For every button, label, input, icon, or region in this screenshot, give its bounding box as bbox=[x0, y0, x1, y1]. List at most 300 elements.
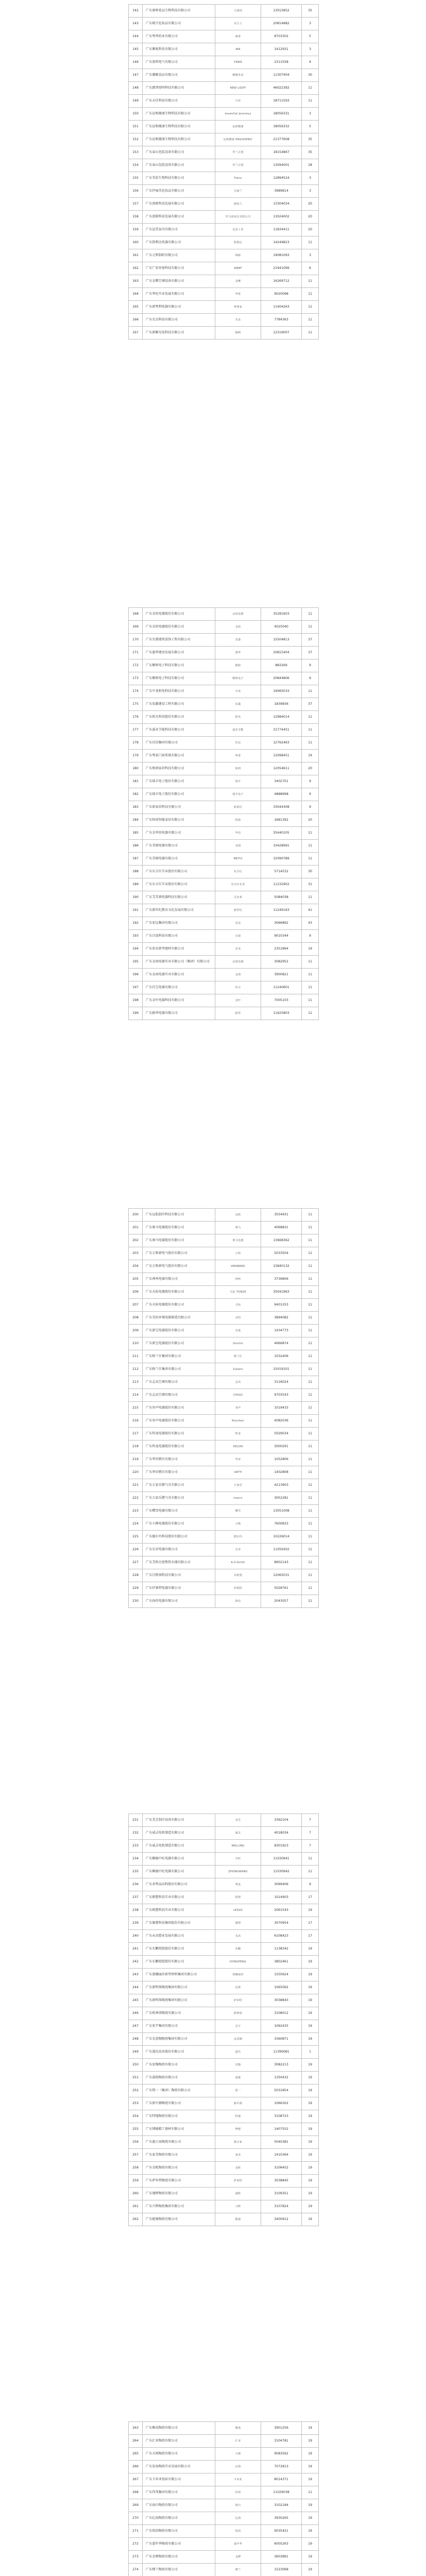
brand-mark bbox=[215, 750, 261, 762]
registration-number: 3106452 bbox=[261, 2162, 302, 2175]
brand-mark bbox=[215, 1943, 261, 1956]
brand-logo: 楼兰 bbox=[235, 2568, 241, 2571]
company-name: 广东海川陶瓷有限公司 bbox=[143, 2499, 215, 2512]
brand-logo: Donlim bbox=[233, 1342, 243, 1345]
brand-mark bbox=[215, 711, 261, 724]
company-name: 广东海信电器有限公司 bbox=[143, 1595, 215, 1608]
brand-mark bbox=[215, 1440, 261, 1453]
company-name: 广东楼兰陶瓷有限公司 bbox=[143, 2564, 215, 2576]
table-row bbox=[129, 1389, 319, 1402]
table-row bbox=[129, 172, 319, 185]
class-number: 5 bbox=[302, 30, 319, 43]
registration-number: 3400912 bbox=[261, 2213, 302, 2226]
row-number: 207 bbox=[129, 1299, 143, 1312]
class-number: 11 bbox=[302, 608, 319, 621]
row-number: 241 bbox=[129, 1943, 143, 1956]
row-number: 182 bbox=[129, 788, 143, 801]
registration-number: 12762463 bbox=[261, 737, 302, 750]
brand-logo: 道氏 bbox=[235, 2050, 241, 2054]
table-row bbox=[129, 788, 319, 801]
registration-number: 11834411 bbox=[261, 224, 302, 236]
company-name: 广东小熊电器股份有限公司 bbox=[143, 1518, 215, 1531]
table-row bbox=[129, 211, 319, 224]
table-row bbox=[129, 2007, 319, 2020]
class-number: 19 bbox=[302, 750, 319, 762]
class-number: 11 bbox=[302, 1402, 319, 1415]
brand-logo: 美的 bbox=[235, 1316, 241, 1319]
company-name: 广东伟邦集团有限公司 bbox=[143, 2486, 215, 2499]
table-row bbox=[129, 659, 319, 672]
company-name: 广东省粤晶高科股份有限公司 bbox=[143, 1878, 215, 1891]
class-number: 9 bbox=[302, 1878, 319, 1891]
brand-logo: 万和 bbox=[235, 1252, 241, 1255]
class-number: 11 bbox=[302, 827, 319, 840]
brand-logo: 柏诺 bbox=[235, 819, 241, 822]
class-number: 19 bbox=[302, 2422, 319, 2435]
company-name: 广东金铂电器股份有限公司 bbox=[143, 608, 215, 621]
row-number: 166 bbox=[129, 314, 143, 327]
brand-mark bbox=[215, 801, 261, 814]
class-number: 3 bbox=[302, 18, 319, 30]
brand-logo: A.O.Smith bbox=[231, 1561, 245, 1564]
brand-logo: 罗兰古堡 bbox=[232, 164, 244, 167]
company-name: 广东佳信集团有限公司 bbox=[143, 737, 215, 750]
row-number: 198 bbox=[129, 994, 143, 1007]
table-row bbox=[129, 1853, 319, 1866]
brand-logo: 佳信 bbox=[235, 741, 241, 744]
row-number: 188 bbox=[129, 866, 143, 878]
registry-table-4 bbox=[128, 1814, 319, 2226]
row-number: 267 bbox=[129, 2473, 143, 2486]
brand-logo: 简一 bbox=[235, 2089, 241, 2092]
row-number: 161 bbox=[129, 249, 143, 262]
table-row bbox=[129, 956, 319, 969]
company-name: 广东振华电器有限公司 bbox=[143, 1007, 215, 1020]
row-number: 216 bbox=[129, 1415, 143, 1428]
row-number: 191 bbox=[129, 904, 143, 917]
class-number: 19 bbox=[302, 2188, 319, 2200]
row-number: 185 bbox=[129, 827, 143, 840]
table-row bbox=[129, 891, 319, 904]
class-number: 19 bbox=[302, 2097, 319, 2110]
company-name: 广东新泰信科技有限公司 bbox=[143, 801, 215, 814]
table-row bbox=[129, 801, 319, 814]
registration-number: 1410364 bbox=[261, 2149, 302, 2162]
brand-mark bbox=[215, 2213, 261, 2226]
registration-number: 8703302 bbox=[261, 30, 302, 43]
table-row bbox=[129, 1466, 319, 1479]
brand-logo: 能强 bbox=[235, 2218, 241, 2221]
brand-logo: 罗兰古堡 bbox=[232, 151, 244, 154]
registration-number: 11029038 bbox=[261, 2486, 302, 2499]
row-number: 206 bbox=[129, 1286, 143, 1299]
table-row bbox=[129, 878, 319, 891]
registration-number: 1681392 bbox=[261, 814, 302, 827]
table-row bbox=[129, 159, 319, 172]
registration-number: 12894524 bbox=[261, 172, 302, 185]
brand-mark bbox=[215, 1866, 261, 1878]
company-name: 广东金海电器实业有限公司（集团）有限公司 bbox=[143, 956, 215, 969]
brand-mark bbox=[215, 762, 261, 775]
class-number: 20 bbox=[302, 211, 319, 224]
brand-logo: ANI bbox=[235, 48, 241, 51]
company-name: 广东佳宝电器有限公司 bbox=[143, 981, 215, 994]
brand-mark bbox=[215, 698, 261, 711]
class-number: 11 bbox=[302, 685, 319, 698]
registration-number: 6108423 bbox=[261, 1930, 302, 1943]
table-row bbox=[129, 1286, 319, 1299]
company-name: 广东粤华药业有限公司 bbox=[143, 30, 215, 43]
registration-number: 9010344 bbox=[261, 930, 302, 943]
brand-mark bbox=[215, 1505, 261, 1518]
company-name: 广东能强陶瓷有限公司 bbox=[143, 2213, 215, 2226]
registration-number: 6005263 bbox=[261, 2538, 302, 2551]
company-name: 广东顺和电子科技有限公司 bbox=[143, 659, 215, 672]
table-row bbox=[129, 724, 319, 737]
class-number: 11 bbox=[302, 1866, 319, 1878]
company-name: 广东朗普照明科技有限公司 bbox=[143, 82, 215, 95]
company-name: 广东瑞丰电子股份有限公司 bbox=[143, 775, 215, 788]
table-row bbox=[129, 1273, 319, 1286]
table-row bbox=[129, 1878, 319, 1891]
registration-number: 11059302 bbox=[261, 1544, 302, 1556]
brand-mark bbox=[215, 1544, 261, 1556]
company-name: 广东美芝制冷设备有限公司 bbox=[143, 1814, 215, 1827]
row-number: 168 bbox=[129, 608, 143, 621]
brand-mark bbox=[215, 1350, 261, 1363]
registration-number: 4025040 bbox=[261, 621, 302, 634]
row-number: 210 bbox=[129, 1337, 143, 1350]
brand-logo: 美芝 bbox=[235, 1819, 241, 1822]
class-number: 11 bbox=[302, 1286, 319, 1299]
registration-number: 15840132 bbox=[261, 1260, 302, 1273]
row-number: 204 bbox=[129, 1260, 143, 1273]
brand-mark bbox=[215, 1234, 261, 1247]
registration-number: 11240601 bbox=[261, 981, 302, 994]
brand-mark bbox=[215, 969, 261, 981]
class-number: 18 bbox=[302, 159, 319, 172]
brand-logo: 佳宝 bbox=[235, 986, 241, 989]
row-number: 147 bbox=[129, 69, 143, 82]
registration-number: 3392104 bbox=[261, 1814, 302, 1827]
registration-number: 12984014 bbox=[261, 711, 302, 724]
brand-logo: 中旺 bbox=[235, 1857, 241, 1860]
brand-logo: 海川 bbox=[235, 2504, 241, 2507]
registration-number: 3038845 bbox=[261, 2175, 302, 2188]
row-number: 148 bbox=[129, 82, 143, 95]
brand-logo: 嘉业节能 bbox=[232, 728, 244, 732]
class-number: 19 bbox=[302, 2435, 319, 2448]
registration-number: 20844806 bbox=[261, 672, 302, 685]
row-number: 192 bbox=[129, 917, 143, 930]
brand-logo: 宏鑫 bbox=[235, 703, 241, 706]
row-number: 251 bbox=[129, 2072, 143, 2084]
company-name: 广东广宏环保科技有限公司 bbox=[143, 262, 215, 275]
brand-logo: 颖利 bbox=[235, 331, 241, 334]
company-name: 广东惠华建设发展有限公司 bbox=[143, 647, 215, 659]
row-number: 249 bbox=[129, 2046, 143, 2059]
company-name: 广东美的环境电器制造有限公司 bbox=[143, 1312, 215, 1325]
registration-number: 1407552 bbox=[261, 2123, 302, 2136]
class-number: 11 bbox=[302, 1209, 319, 1222]
brand-logo: 美图 bbox=[235, 844, 241, 848]
class-number: 19 bbox=[302, 2564, 319, 2576]
brand-logo: 永高 bbox=[235, 1935, 241, 1938]
table-row bbox=[129, 1582, 319, 1595]
class-number: 11 bbox=[302, 1337, 319, 1350]
row-number: 195 bbox=[129, 956, 143, 969]
row-number: 235 bbox=[129, 1866, 143, 1878]
brand-logo: 顺和电子 bbox=[232, 677, 244, 680]
row-number: 269 bbox=[129, 2499, 143, 2512]
company-name: 广东伊莱特电器有限公司 bbox=[143, 1582, 215, 1595]
table-row bbox=[129, 1247, 319, 1260]
brand-logo: 奥马电器 bbox=[232, 1239, 244, 1242]
row-number: 167 bbox=[129, 327, 143, 340]
brand-mark bbox=[215, 2110, 261, 2123]
company-name: 广东光良科技有限公司 bbox=[143, 314, 215, 327]
class-number: 11 bbox=[302, 1453, 319, 1466]
class-number: 9 bbox=[302, 788, 319, 801]
row-number: 262 bbox=[129, 2213, 143, 2226]
row-number: 181 bbox=[129, 775, 143, 788]
brand-logo: 汇亚 bbox=[235, 2439, 241, 2443]
row-number: 209 bbox=[129, 1325, 143, 1337]
class-number: 11 bbox=[302, 981, 319, 994]
table-row bbox=[129, 1518, 319, 1531]
brand-mark bbox=[215, 685, 261, 698]
brand-logo: NEW LIGHT bbox=[230, 87, 246, 90]
registry-table-5 bbox=[128, 2421, 319, 2576]
row-number: 200 bbox=[129, 1209, 143, 1222]
company-name: 广东威灵电机制造有限公司 bbox=[143, 1840, 215, 1853]
brand-logo: 金意陶 bbox=[233, 2038, 243, 2041]
table-row bbox=[129, 2084, 319, 2097]
row-number: 236 bbox=[129, 1878, 143, 1891]
company-name: 广东顺德中旺电器有限公司 bbox=[143, 1853, 215, 1866]
class-number: 11 bbox=[302, 1440, 319, 1453]
table-row bbox=[129, 1930, 319, 1943]
table-row bbox=[129, 1814, 319, 1827]
class-number: 19 bbox=[302, 2473, 319, 2486]
registry-table-1 bbox=[128, 4, 319, 340]
class-number: 20 bbox=[302, 224, 319, 236]
brand-mark bbox=[215, 1492, 261, 1505]
brand-logo: 和润 bbox=[235, 767, 241, 770]
brand-mark bbox=[215, 1312, 261, 1325]
row-number: 146 bbox=[129, 56, 143, 69]
row-number: 273 bbox=[129, 2551, 143, 2564]
brand-mark bbox=[215, 1402, 261, 1415]
brand-mark bbox=[215, 327, 261, 340]
table-row bbox=[129, 2059, 319, 2072]
registration-number: 13015852 bbox=[261, 5, 302, 18]
company-name: 广东奥马电器股份有限公司 bbox=[143, 1222, 215, 1234]
class-number: 11 bbox=[302, 236, 319, 249]
table-row bbox=[129, 814, 319, 827]
brand-mark bbox=[215, 891, 261, 904]
company-name: 广东顺德中旺电器有限公司 bbox=[143, 1866, 215, 1878]
brand-mark bbox=[215, 2448, 261, 2461]
company-name: 广东宏陶陶瓷有限公司 bbox=[143, 2059, 215, 2072]
registration-number: 11249163 bbox=[261, 904, 302, 917]
class-number: 11 bbox=[302, 1007, 319, 1020]
registration-number: 11232902 bbox=[261, 878, 302, 891]
row-number: 212 bbox=[129, 1363, 143, 1376]
table-row bbox=[129, 314, 319, 327]
company-name: 广东华帝燃具有限公司 bbox=[143, 1453, 215, 1466]
brand-mark bbox=[215, 198, 261, 211]
class-number: 19 bbox=[302, 2162, 319, 2175]
brand-logo: 宏业 bbox=[235, 947, 241, 951]
class-number: 35 bbox=[302, 146, 319, 159]
registration-number: 3070954 bbox=[261, 1917, 302, 1930]
table-row bbox=[129, 698, 319, 711]
brand-logo: 宏宇 bbox=[235, 2025, 241, 2028]
company-name: 广东康帅优品生物科技有限公司 bbox=[143, 5, 215, 18]
brand-logo: 百晟 bbox=[235, 935, 241, 938]
company-name: 广东科龙电器股份有限公司 bbox=[143, 1428, 215, 1440]
brand-logo: 粤利家 bbox=[233, 306, 243, 309]
registration-number: 18711593 bbox=[261, 95, 302, 108]
row-number: 199 bbox=[129, 1007, 143, 1020]
brand-mark bbox=[215, 1247, 261, 1260]
registration-number: 3108723 bbox=[261, 2110, 302, 2123]
registration-number: 3052281 bbox=[261, 1492, 302, 1505]
class-number: 11 bbox=[302, 1531, 319, 1544]
class-number: 19 bbox=[302, 2020, 319, 2033]
brand-logo: 天弼 bbox=[235, 2452, 241, 2455]
registration-number: 35440105 bbox=[261, 827, 302, 840]
brand-mark bbox=[215, 1556, 261, 1569]
brand-mark bbox=[215, 2486, 261, 2499]
row-number: 189 bbox=[129, 878, 143, 891]
table-row bbox=[129, 198, 319, 211]
class-number: 11 bbox=[302, 314, 319, 327]
table-row bbox=[129, 1994, 319, 2007]
company-name: 广东美图电器有限公司 bbox=[143, 840, 215, 853]
row-number: 144 bbox=[129, 30, 143, 43]
brand-mark bbox=[215, 930, 261, 943]
row-number: 250 bbox=[129, 2059, 143, 2072]
brand-mark bbox=[215, 621, 261, 634]
brand-logo: YINKE bbox=[233, 61, 243, 64]
brand-mark bbox=[215, 43, 261, 56]
brand-logo: 蒙娜丽莎 bbox=[232, 1973, 244, 1976]
row-number: 159 bbox=[129, 224, 143, 236]
company-name: 广东家美陶瓷有限公司 bbox=[143, 2149, 215, 2162]
registration-number: 9401253 bbox=[261, 1299, 302, 1312]
row-number: 190 bbox=[129, 891, 143, 904]
registration-number: 3038843 bbox=[261, 1994, 302, 2007]
row-number: 203 bbox=[129, 1247, 143, 1260]
brand-mark bbox=[215, 1531, 261, 1544]
registration-number: 19065033 bbox=[261, 685, 302, 698]
brand-logo: macro bbox=[233, 1497, 243, 1500]
brand-mark bbox=[215, 981, 261, 994]
company-name: 广东宏宇集团有限公司 bbox=[143, 2020, 215, 2033]
brand-logo: 萨米特 bbox=[233, 1999, 243, 2002]
class-number: 19 bbox=[302, 2499, 319, 2512]
brand-mark bbox=[215, 2461, 261, 2473]
brand-mark bbox=[215, 724, 261, 737]
row-number: 184 bbox=[129, 814, 143, 827]
class-number: 17 bbox=[302, 1917, 319, 1930]
table-row bbox=[129, 827, 319, 840]
class-number: 11 bbox=[302, 82, 319, 95]
table-row bbox=[129, 775, 319, 788]
row-number: 220 bbox=[129, 1466, 143, 1479]
class-number: 19 bbox=[302, 1904, 319, 1917]
class-number: 19 bbox=[302, 2448, 319, 2461]
row-number: 156 bbox=[129, 185, 143, 198]
row-number: 205 bbox=[129, 1273, 143, 1286]
registration-number: 3989814 bbox=[261, 185, 302, 198]
company-name: 广东锐珀陶瓷有限公司 bbox=[143, 2525, 215, 2538]
brand-mark bbox=[215, 1917, 261, 1930]
brand-logo: 华伦 bbox=[235, 293, 241, 296]
class-number: 19 bbox=[302, 943, 319, 956]
brand-mark bbox=[215, 314, 261, 327]
brand-mark bbox=[215, 994, 261, 1007]
brand-logo: 威灵 bbox=[235, 1832, 241, 1835]
class-number: 43 bbox=[302, 917, 319, 930]
registration-number: 3000291 bbox=[261, 1440, 302, 1453]
table-row bbox=[129, 2448, 319, 2461]
row-number: 173 bbox=[129, 672, 143, 685]
row-number: 237 bbox=[129, 1891, 143, 1904]
registration-number: 13304034 bbox=[261, 198, 302, 211]
table-row bbox=[129, 647, 319, 659]
table-row bbox=[129, 2136, 319, 2149]
row-number: 252 bbox=[129, 2084, 143, 2097]
company-name: 广东科龙电器股份有限公司 bbox=[143, 1440, 215, 1453]
brand-mark bbox=[215, 853, 261, 866]
registration-number: 4666874 bbox=[261, 1337, 302, 1350]
class-number: 37 bbox=[302, 698, 319, 711]
brand-logo: 金铂电器 bbox=[232, 613, 244, 616]
brand-mark bbox=[215, 1853, 261, 1866]
row-number: 219 bbox=[129, 1453, 143, 1466]
table-row bbox=[129, 1222, 319, 1234]
registration-number: 5029034 bbox=[261, 1428, 302, 1440]
row-number: 254 bbox=[129, 2110, 143, 2123]
brand-mark bbox=[215, 1273, 261, 1286]
class-number: 35 bbox=[302, 5, 319, 18]
table-row bbox=[129, 1531, 319, 1544]
class-number: 11 bbox=[302, 2486, 319, 2499]
brand-mark bbox=[215, 775, 261, 788]
brand-logo: 光良 bbox=[235, 318, 241, 321]
company-name: 广东泰山包装设备有限公司 bbox=[143, 159, 215, 172]
class-number: 11 bbox=[302, 1376, 319, 1389]
row-number: 208 bbox=[129, 1312, 143, 1325]
brand-mark bbox=[215, 866, 261, 878]
table-row bbox=[129, 2162, 319, 2175]
brand-logo: 新中源 bbox=[233, 2102, 243, 2105]
company-name: 广东天弼陶瓷有限公司 bbox=[143, 2448, 215, 2461]
registration-number: 3109351 bbox=[261, 2188, 302, 2200]
table-row bbox=[129, 1299, 319, 1312]
row-number: 194 bbox=[129, 943, 143, 956]
company-name: 广东天佳科技有限公司 bbox=[143, 95, 215, 108]
class-number: 19 bbox=[302, 2461, 319, 2473]
brand-logo: 粤泰 bbox=[235, 754, 241, 757]
row-number: 253 bbox=[129, 2097, 143, 2110]
brand-mark bbox=[215, 2084, 261, 2097]
row-number: 187 bbox=[129, 853, 143, 866]
registration-number: 2311558 bbox=[261, 56, 302, 69]
